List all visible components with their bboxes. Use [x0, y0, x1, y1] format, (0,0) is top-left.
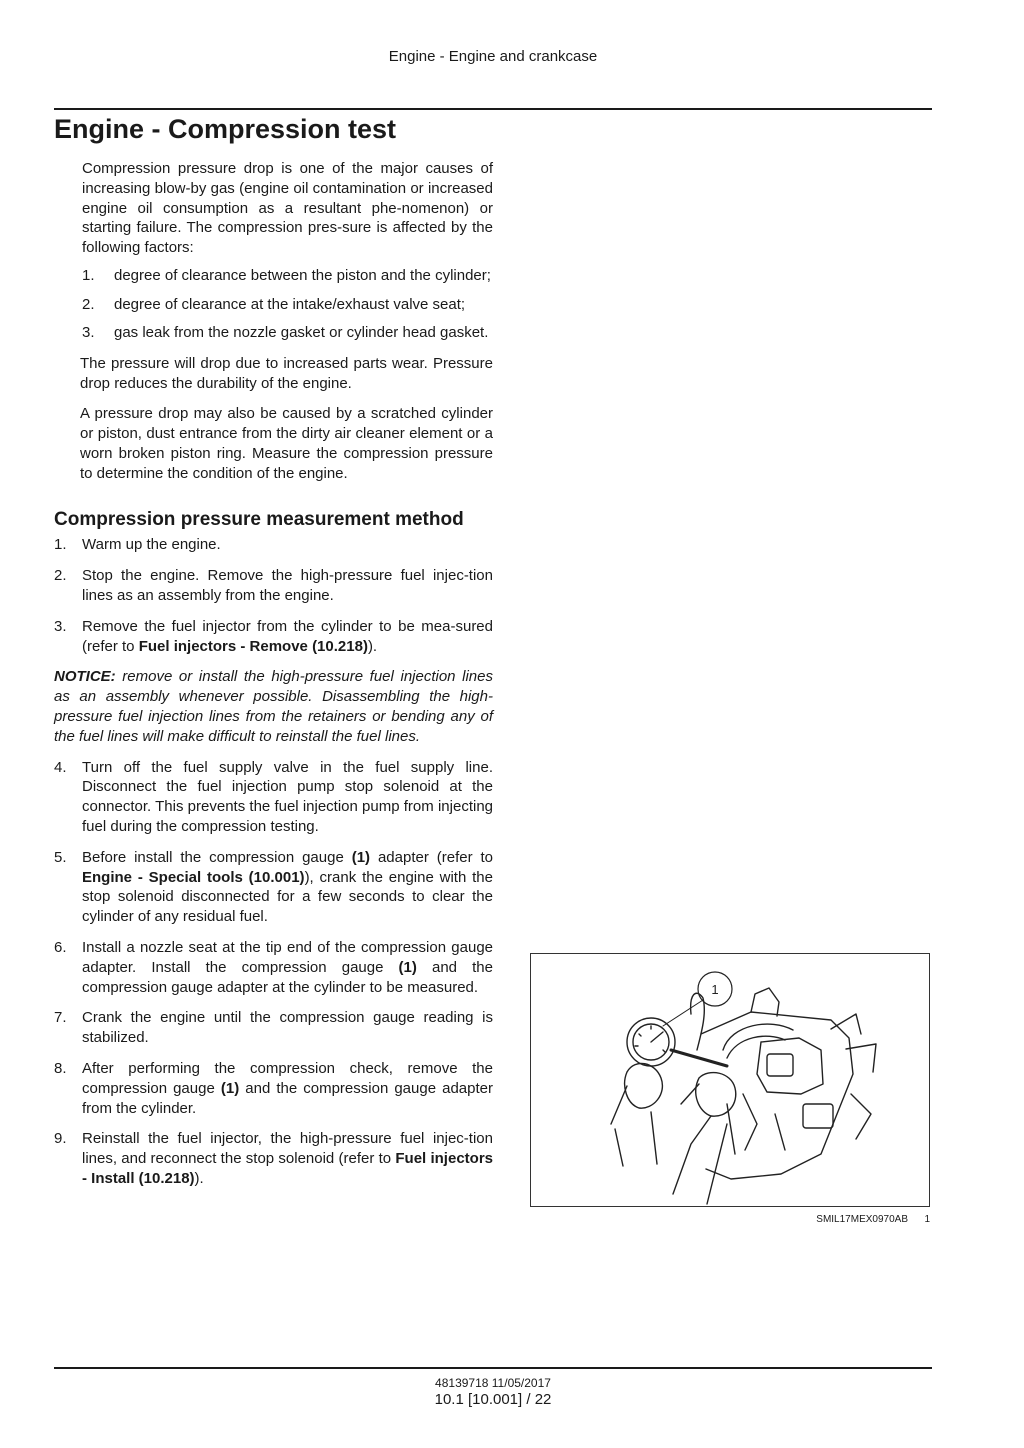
step-text-part: ).: [367, 637, 378, 655]
step-text: [82, 848, 493, 927]
list-text: gas leak from the nozzle gasket or cylinder head gasket.: [114, 324, 489, 342]
figure-number: 1: [924, 1214, 930, 1225]
running-header: Engine - Engine and crankcase: [388, 48, 598, 65]
footer-document-ref: 48139718 11/05/2017: [435, 1376, 551, 1390]
step-text-part: ).: [194, 1169, 204, 1187]
step-number: 8.: [54, 1059, 67, 1077]
section-heading: Compression pressure measurement method: [54, 508, 464, 530]
cross-reference-link[interactable]: Fuel injectors - Install (10.218): [82, 1150, 493, 1187]
step-number: 5.: [54, 848, 67, 866]
list-number: 2.: [82, 295, 95, 313]
engine-lower-details: [727, 1094, 785, 1154]
component-block: [767, 1054, 793, 1076]
figure-reference: (1): [351, 848, 371, 866]
step-text-part: and the compression gauge adapter at the cylinder to be measured.: [82, 958, 493, 996]
notice-label: NOTICE:: [54, 668, 116, 686]
procedure-steps: [54, 535, 493, 656]
step-text: Crank the engine until the compression gauge reading is stabilized.: [82, 1009, 493, 1047]
step-number: 3.: [54, 617, 67, 635]
list-number: 1.: [82, 267, 95, 285]
step-text: Turn off the fuel supply valve in the fuel supply line. Disconnect the fuel injection pump stop solenoid at the connector. This prevents the fuel injection pump from injecting fuel during the compression testing.: [82, 758, 493, 836]
gauge-hose: [671, 1050, 727, 1066]
step-item: [54, 1059, 493, 1118]
intro-paragraph: Compression pressure drop is one of the major causes of increasing blow-by gas (engine oil contamination or increased engine oil consumption as a resultant phe-nomenon) or starting failure. The compression pres-sure is affected by the following factors:: [82, 160, 493, 257]
footer-page-number: 10.1 [10.001] / 22: [434, 1391, 552, 1408]
step-number: 4.: [54, 758, 67, 776]
list-text: degree of clearance at the intake/exhaust valve seat;: [114, 295, 466, 313]
list-number: 3.: [82, 324, 95, 342]
gauge-needle: [651, 1032, 663, 1042]
step-text: [82, 938, 493, 997]
right-arm: [673, 1084, 727, 1204]
step-number: 7.: [54, 1009, 67, 1027]
procedure-steps-continued: [54, 758, 493, 1189]
step-text: [82, 1129, 493, 1188]
left-hand: [625, 1063, 663, 1108]
step-text-part: adapter (refer to: [370, 848, 493, 866]
step-item: [54, 1129, 493, 1188]
step-text-part: Remove the fuel injector from the cylinder to be mea-sured (refer to: [82, 617, 493, 655]
main-column: [54, 159, 493, 1189]
figure-illustration: [530, 953, 930, 1207]
notice-block: [54, 667, 493, 746]
step-text: Stop the engine. Remove the high-pressure fuel injec-tion lines as an assembly from the engine.: [82, 567, 493, 605]
figure-reference: (1): [398, 958, 417, 976]
notice-text: remove or install the high-pressure fuel injection lines as an assembly whenever possible. Disassembling the high-pressure fuel injection lines from the retainers or bending any of the fuel lines will make difficult to reinstall the fuel lines.: [54, 668, 493, 745]
header-rule: [54, 108, 932, 110]
step-text-part: ), crank the engine with the stop solenoid disconnected for a few seconds to clear the cylinder of any residual fuel.: [82, 868, 493, 926]
cause-paragraph: A pressure drop may also be caused by a scratched cylinder or piston, dust entrance from the dirty air cleaner element or a worn broken piston ring. Measure the compression pressure to determine the condition of the engine.: [80, 405, 493, 482]
list-item: [54, 295, 493, 315]
engine-details: [831, 1014, 876, 1139]
list-item: [54, 323, 493, 343]
right-hand: [696, 1073, 736, 1117]
hose: [691, 993, 705, 1050]
footer-rule: [54, 1367, 932, 1369]
cross-reference-link[interactable]: Fuel injectors - Remove (10.218): [138, 637, 368, 655]
figure-code: SMIL17MEX0970AB: [816, 1214, 908, 1225]
step-text-part: Reinstall the fuel injector, the high-pressure fuel injec-tion lines, and reconnect the stop solenoid (refer to: [82, 1130, 493, 1168]
step-item: [54, 848, 493, 927]
step-number: 6.: [54, 939, 67, 956]
step-text-part: Install a nozzle seat at the tip end of the compression gauge adapter. Install the compression gauge: [82, 939, 493, 976]
callout-leader: [663, 1000, 703, 1026]
cross-reference-link[interactable]: Engine - Special tools (10.001): [82, 868, 305, 886]
callout-label: 1: [711, 982, 719, 997]
step-item: [54, 758, 493, 837]
step-item: [54, 535, 493, 555]
step-text: [82, 1059, 493, 1118]
compression-gauge-illustration: [531, 954, 929, 1206]
figure-reference: (1): [220, 1079, 240, 1097]
step-text: [82, 617, 493, 657]
factor-list: [54, 266, 493, 342]
step-number: 9.: [54, 1130, 67, 1148]
list-text: degree of clearance between the piston and the cylinder;: [114, 267, 491, 285]
step-item: [54, 938, 493, 997]
list-item: [54, 266, 493, 286]
step-item: [54, 1008, 493, 1048]
step-text-part: After performing the compression check, remove the compression gauge: [82, 1059, 493, 1097]
step-text-part: and the compression gauge adapter from the cylinder.: [82, 1079, 493, 1117]
component-block: [803, 1104, 833, 1128]
step-item: [54, 617, 493, 657]
injection-line-2: [727, 1036, 785, 1058]
step-number: 2.: [54, 567, 67, 585]
left-arm: [611, 1086, 657, 1166]
gauge-ticks: [635, 1026, 665, 1052]
page-title: Engine - Compression test: [54, 114, 397, 144]
step-number: 1.: [54, 536, 67, 554]
step-text-part: Before install the compression gauge: [82, 848, 352, 866]
step-item: [54, 566, 493, 606]
step-text: Warm up the engine.: [82, 536, 221, 554]
wear-paragraph: The pressure will drop due to increased parts wear. Pressure drop reduces the durability of the engine.: [80, 354, 493, 392]
